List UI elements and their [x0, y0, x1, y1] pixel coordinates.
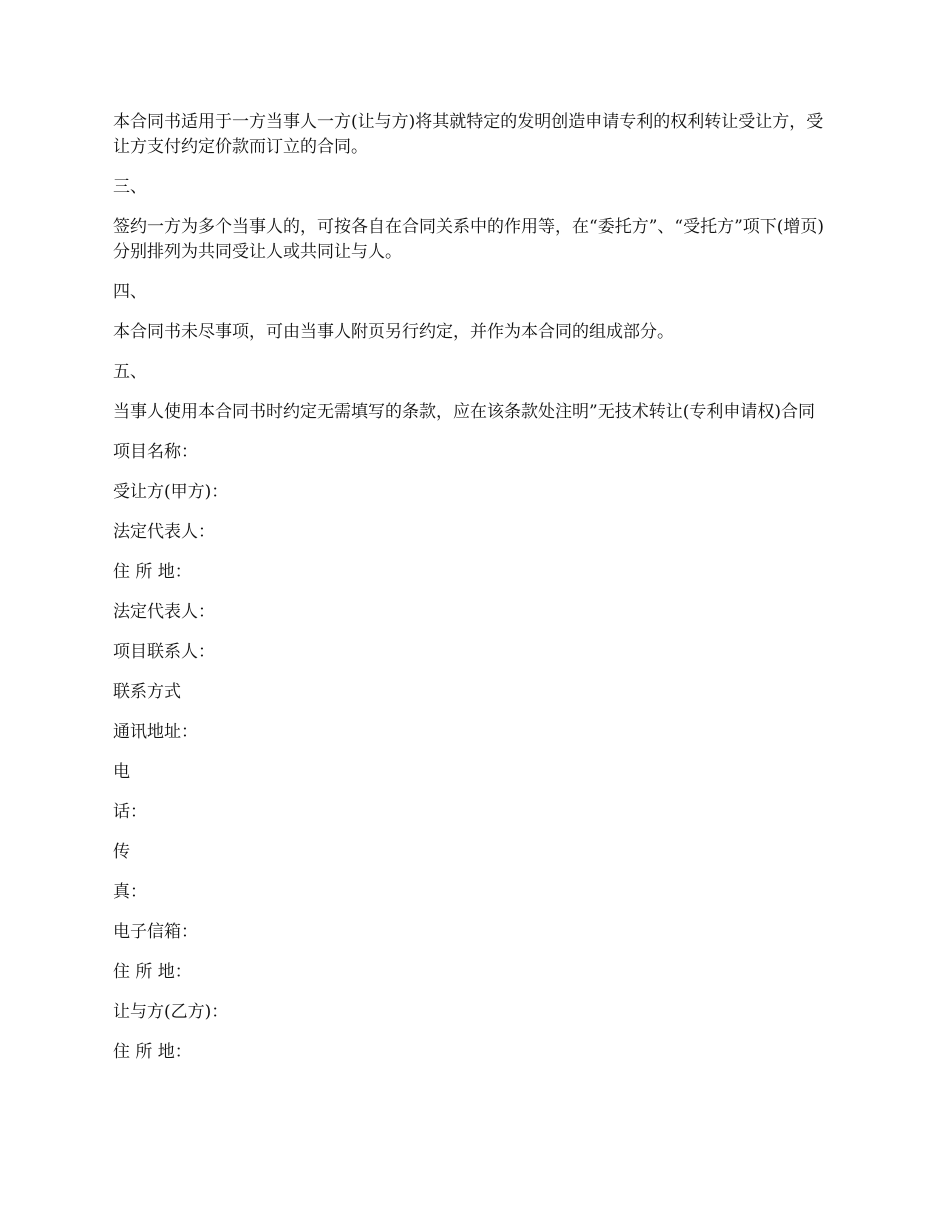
section-heading-5: 五、: [113, 362, 147, 382]
field-assignor: 让与方(乙方)：: [113, 1002, 229, 1022]
field-legal-representative-2: 法定代表人：: [113, 602, 215, 622]
paragraph-blank-clauses: 当事人使用本合同书时约定无需填写的条款，应在该条款处注明”无技术转让(专利申请权)合同: [113, 402, 815, 422]
paragraph-unfinished-matters: 本合同书未尽事项，可由当事人附页另行约定，并作为本合同的组成部分。: [113, 322, 674, 342]
field-contact-method: 联系方式: [113, 682, 181, 702]
section-heading-4: 四、: [113, 282, 147, 302]
field-fax-part-1: 传: [113, 842, 130, 862]
field-project-name: 项目名称：: [113, 442, 198, 462]
field-domicile-3: 住 所 地：: [113, 1042, 192, 1062]
field-legal-representative: 法定代表人：: [113, 522, 215, 542]
document-body: [113, 110, 837, 1080]
field-phone-part-2: 话：: [113, 802, 147, 822]
field-project-contact: 项目联系人：: [113, 642, 215, 662]
paragraph-multiple-parties: 签约一方为多个当事人的，可按各自在合同关系中的作用等，在“委托方”、“受托方”项下(增页)分别排列为共同受让人或共同让与人。: [113, 217, 825, 262]
field-domicile: 住 所 地：: [113, 562, 192, 582]
field-email: 电子信箱：: [113, 922, 198, 942]
section-heading-3: 三、: [113, 177, 147, 197]
field-mailing-address: 通讯地址：: [113, 722, 198, 742]
field-phone-part-1: 电: [113, 762, 130, 782]
field-fax-part-2: 真：: [113, 882, 147, 902]
field-domicile-2: 住 所 地：: [113, 962, 192, 982]
field-assignee: 受让方(甲方)：: [113, 482, 229, 502]
paragraph-scope: 本合同书适用于一方当事人一方(让与方)将其就特定的发明创造申请专利的权利转让受让方，受让方支付约定价款而订立的合同。: [113, 112, 824, 157]
